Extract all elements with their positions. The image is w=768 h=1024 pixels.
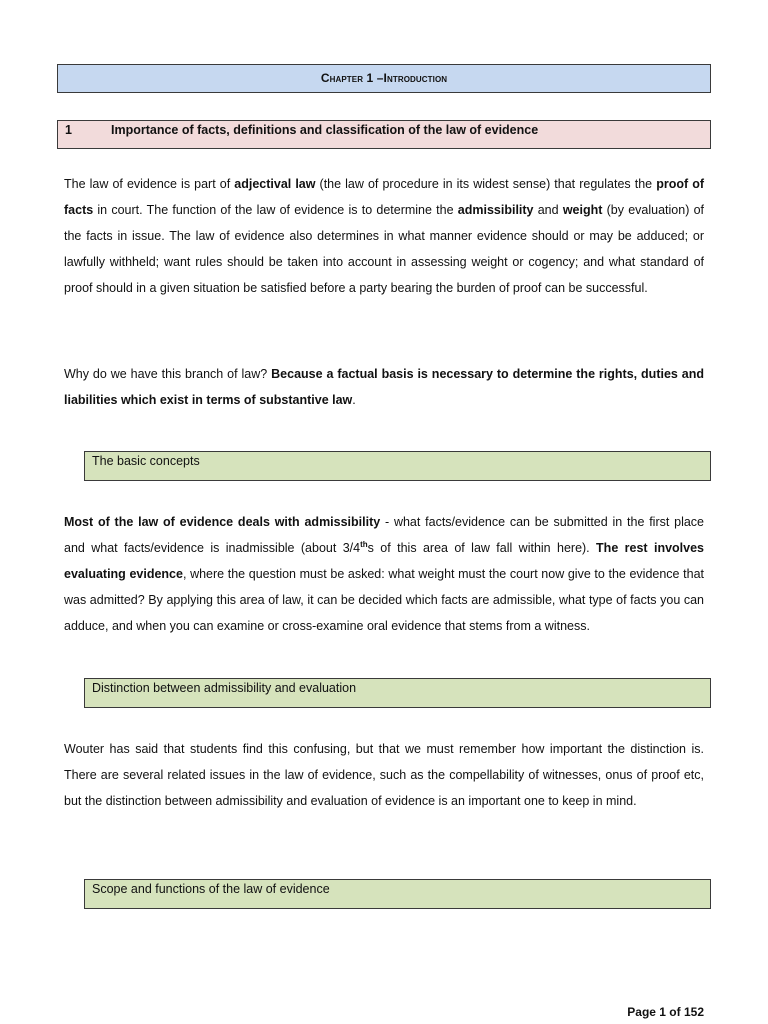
bold-term: adjectival law <box>234 177 316 191</box>
chapter-heading <box>57 64 711 93</box>
paragraph-text: Wouter has said that students find this confusing, but that we must remember how important the distinction is. There are several related issues in the law of evidence, such as the compellability of witnesses, onus of proof etc, but the distinction between admissibility and evaluation of evidence is an important one to keep in mind. <box>64 742 704 808</box>
paragraph-text: (the law of procedure in its widest sense) that regulates the <box>315 177 657 191</box>
bold-term: The rest involves evaluating evidence <box>64 541 704 581</box>
paragraph-text: Why do we have this branch of law? <box>64 367 272 381</box>
paragraph-wouter <box>64 736 704 814</box>
subheading-text: Distinction between admissibility and evaluation <box>92 681 357 695</box>
paragraph-admissibility <box>64 509 704 639</box>
paragraph-text: s of this area of law fall within here). <box>367 541 597 555</box>
subheading-basic-concepts <box>84 451 711 481</box>
subheading-text: Scope and functions of the law of evidence <box>92 882 330 896</box>
subheading-text: The basic concepts <box>92 454 200 468</box>
bold-term: admissibility <box>457 203 534 217</box>
paragraph-text: , where the question must be asked: what weight must the court now give to the evidence that was admitted? By applying this area of law, it can be decided which facts are admissible, what type of facts you can adduce, and when you can examine or cross-examine oral evidence that stems from a witness. <box>64 567 704 633</box>
subheading-distinction <box>84 678 711 708</box>
bold-term: Because a factual basis is necessary to determine the rights, duties and liabilities which exist in terms of substantive law <box>64 367 705 407</box>
paragraph-text: and <box>533 203 563 217</box>
paragraph-text: (by evaluation) of the facts in issue. The law of evidence also determines in what manner evidence should or may be adduced; or lawfully withheld; want rules should be taken into account in assessing weight or cogency; and what standard of proof should in a given situation be satisfied before a party bearing the burden of proof can be successful. <box>64 203 705 295</box>
paragraph-text: in court. The function of the law of evidence is to determine the <box>93 203 458 217</box>
section-title: Importance of facts, definitions and classification of the law of evidence <box>111 123 539 137</box>
bold-term: proof of facts <box>64 177 704 217</box>
bold-term: weight <box>562 203 603 217</box>
bold-term: Most of the law of evidence deals with admissibility <box>64 515 381 529</box>
section-heading <box>57 120 711 149</box>
paragraph-text: - what facts/evidence can be submitted in the first place and what facts/evidence is inadmissible (about 3/4 <box>64 515 705 555</box>
chapter-title: Chapter 1 –Introduction <box>320 71 448 85</box>
page-number: Page 1 of 152 <box>627 1005 704 1019</box>
paragraph-why-branch <box>64 361 704 413</box>
paragraph-text: . <box>352 393 356 407</box>
superscript: th <box>360 539 368 549</box>
paragraph-text: The law of evidence is part of <box>64 177 235 191</box>
section-number: 1 <box>65 123 72 137</box>
paragraph-law-of-evidence <box>64 171 704 301</box>
subheading-scope-functions <box>84 879 711 909</box>
